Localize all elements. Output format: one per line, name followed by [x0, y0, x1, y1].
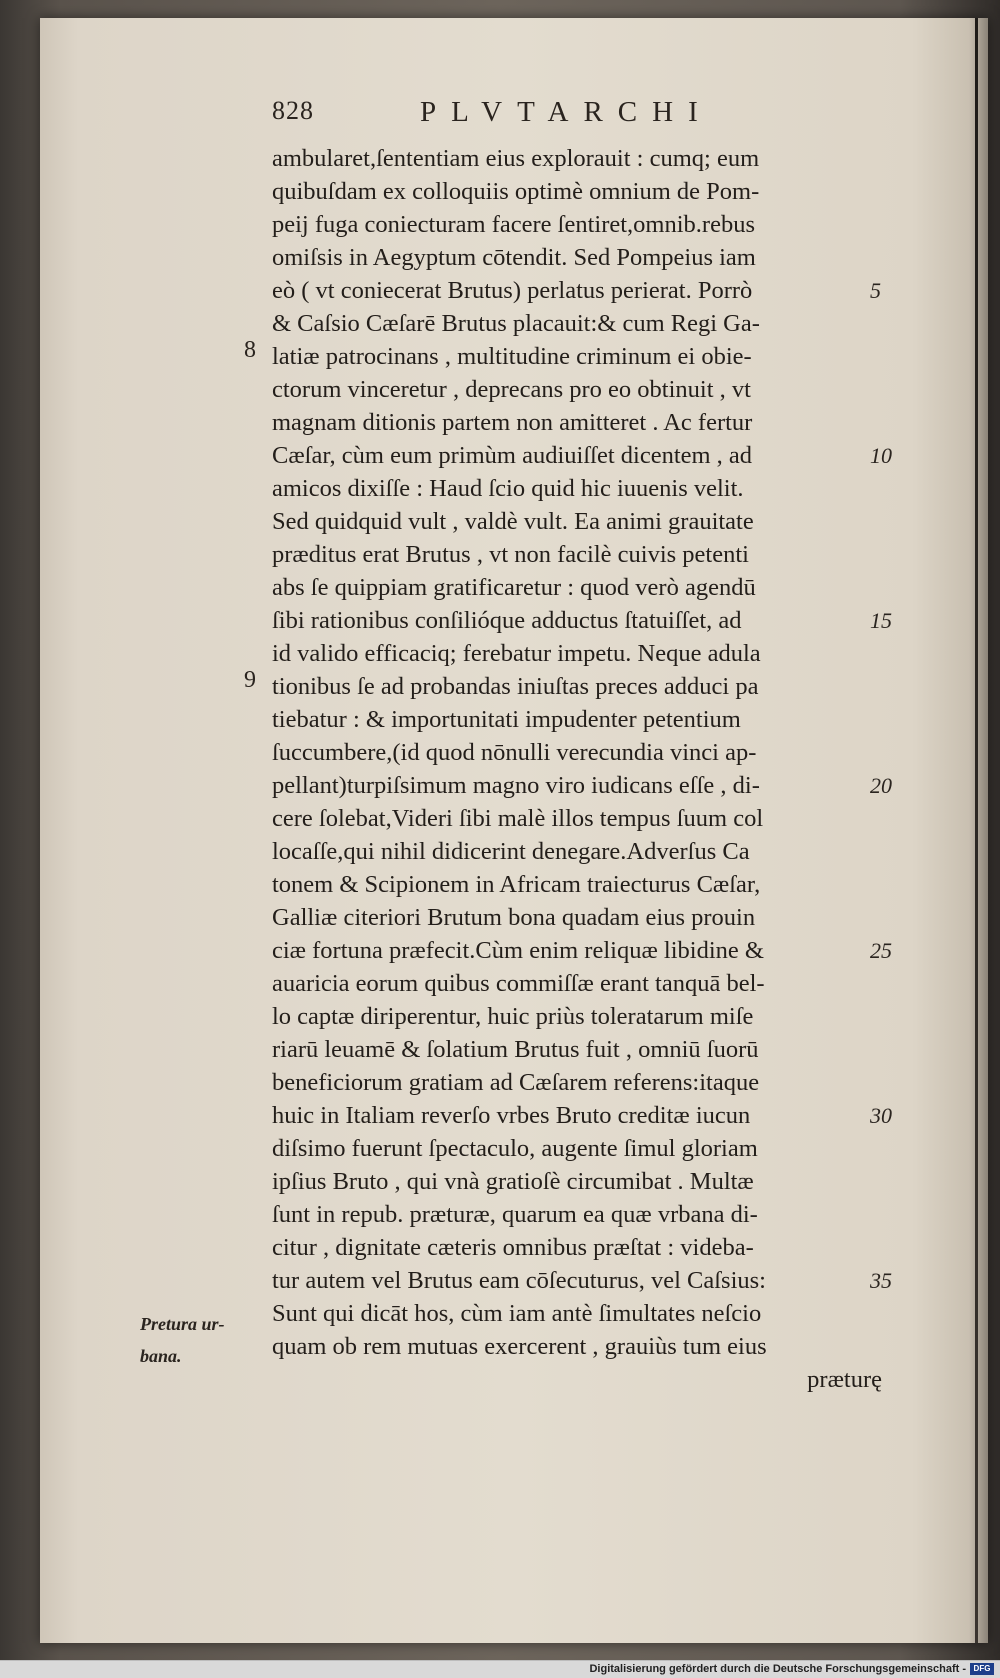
text-line: ambularet,ſententiam eius explorauit : cumq; eum [272, 145, 760, 172]
text-line: Cæſar, cùm eum primùm audiuiſſet dicentem , ad [272, 442, 753, 469]
text-line: citur , dignitate cæteris omnibus præſtat : videba- [272, 1234, 754, 1261]
text-line: auaricia eorum quibus commiſſæ erant tanquā bel- [272, 970, 765, 997]
line-number: 35 [870, 1268, 892, 1293]
text-line: tiebatur : & importunitati impudenter petentium [272, 706, 741, 733]
text-line: Sunt qui dicāt hos, cùm iam antè ſimultates neſcio [272, 1300, 762, 1327]
section-mark: 8 [244, 337, 256, 363]
text-line: latiæ patrocinans , multitudine criminum ei obie- [272, 343, 752, 370]
footer-credit: Digitalisierung gefördert durch die Deutsche Forschungsgemeinschaft - [589, 1663, 966, 1675]
text-line: cere ſolebat,Videri ſibi malè illos tempus ſuum col [272, 805, 764, 832]
text-line: diſsimo fuerunt ſpectaculo, augente ſimul gloriam [272, 1135, 758, 1162]
text-line: eò ( vt coniecerat Brutus) perlatus perierat. Porrò [272, 277, 753, 304]
text-line: ſibi rationibus conſilióque adductus ſtatuiſſet, ad [272, 607, 742, 634]
line-number: 30 [870, 1103, 892, 1128]
line-number: 5 [870, 278, 881, 303]
text-line: tionibus ſe ad probandas iniuſtas preces adduci pa [272, 673, 759, 700]
line-number: 10 [870, 443, 892, 468]
marginal-note-line: Pretura ur- [140, 1314, 225, 1334]
text-line: riarū leuamē & ſolatium Brutus fuit , omniū ſuorū [272, 1036, 759, 1063]
section-mark: 9 [244, 667, 256, 693]
catchword: præturę [807, 1366, 882, 1393]
text-line: ciæ fortuna præfecit.Cùm enim reliquæ libidine & [272, 937, 764, 964]
line-number: 25 [870, 938, 892, 963]
page-number: 828 [272, 96, 314, 125]
text-line: pellant)turpiſsimum magno viro iudicans eſſe , di- [272, 772, 760, 799]
text-line: tonem & Scipionem in Africam traiecturus Cæſar, [272, 871, 761, 898]
text-line: beneficiorum gratiam ad Cæſarem referens:itaque [272, 1069, 760, 1096]
text-line: ſuccumbere,(id quod nōnulli verecundia vinci ap- [272, 739, 757, 766]
marginal-note [140, 1308, 265, 1372]
text-line: peij fuga coniecturam facere ſentiret,omnib.rebus [272, 211, 755, 238]
text-line: tur autem vel Brutus eam cōſecuturus, vel Caſsius: [272, 1267, 766, 1294]
text-line: omiſsis in Aegyptum cōtendit. Sed Pompeius iam [272, 244, 756, 271]
text-line: Sed quidquid vult , valdè vult. Ea animi grauitate [272, 508, 754, 535]
text-line: id valido efficaciq; ferebatur impetu. Neque adula [272, 640, 761, 667]
text-line: huic in Italiam reverſo vrbes Bruto creditæ iucun [272, 1102, 751, 1129]
line-number: 20 [870, 773, 892, 798]
footer-bar [0, 1660, 1000, 1678]
dfg-logo-icon: DFG [970, 1663, 994, 1675]
text-line: præditus erat Brutus , vt non facilè cuivis petenti [272, 541, 749, 568]
text-line: ipſius Bruto , qui vnà gratioſè circumibat . Multæ [272, 1168, 754, 1195]
text-line: abs ſe quippiam gratificaretur : quod verò agendū [272, 574, 756, 601]
text-line: Galliæ citeriori Brutum bona quadam eius prouin [272, 904, 756, 931]
text-line: ctorum vinceretur , deprecans pro eo obtinuit , vt [272, 376, 751, 403]
text-line: magnam ditionis partem non amitteret . Ac fertur [272, 409, 753, 436]
text-line: quam ob rem mutuas exercerent , grauiùs tum eius [272, 1333, 767, 1360]
text-line: amicos dixiſſe : Haud ſcio quid hic iuuenis velit. [272, 475, 744, 502]
text-line: locaſſe,qui nihil didicerint denegare.Adverſus Ca [272, 838, 750, 865]
running-title: PLVTARCHI [420, 96, 713, 128]
page-edge-shadow [975, 18, 978, 1643]
text-line: quibuſdam ex colloquiis optimè omnium de Pom- [272, 178, 760, 205]
text-line: ſunt in repub. præturæ, quarum ea quæ vrbana di- [272, 1201, 758, 1228]
body-text [272, 142, 912, 1396]
text-line: & Caſsio Cæſarē Brutus placauit:& cum Regi Ga- [272, 310, 760, 337]
page-header [262, 96, 802, 136]
marginal-note-line: bana. [140, 1346, 182, 1366]
text-line: lo captæ diriperentur, huic priùs toleratarum miſe [272, 1003, 754, 1030]
line-number: 15 [870, 608, 892, 633]
